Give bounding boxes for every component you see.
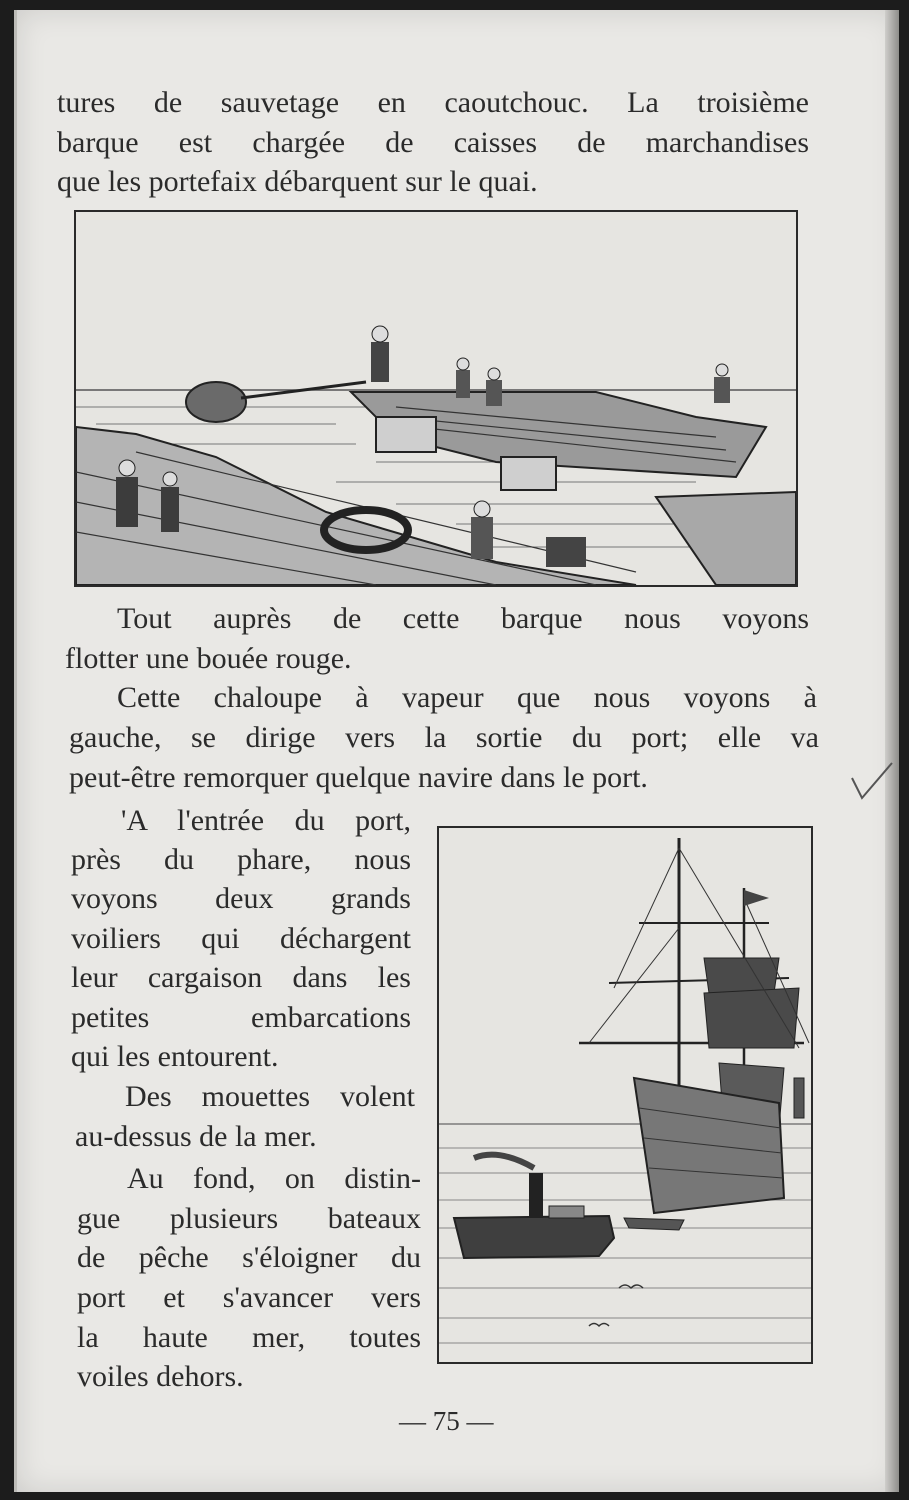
text-line: Tout auprès de cette barque nous voyons <box>117 602 809 635</box>
text-line: Au fond, on distin- <box>127 1162 421 1195</box>
page-number: — 75 — <box>399 1406 494 1436</box>
text-line: petites embarcations <box>71 1001 411 1034</box>
text-line: la haute mer, toutes <box>77 1321 421 1354</box>
text-line: que les portefaix débarquent sur le quai. <box>57 165 538 198</box>
text-line: près du phare, nous <box>71 843 411 876</box>
sailing-ship-illustration <box>437 826 813 1364</box>
text-line: de pêche s'éloigner du <box>77 1241 421 1274</box>
text-line: gue plusieurs bateaux <box>77 1202 421 1235</box>
text-line: flotter une bouée rouge. <box>65 642 352 675</box>
text-line: voyons deux grands <box>71 882 411 915</box>
pencil-checkmark-icon <box>847 758 897 808</box>
text-line: tures de sauvetage en caoutchouc. La troisième <box>57 86 809 119</box>
text-line: voiliers qui déchargent <box>71 922 411 955</box>
text-line: voiles dehors. <box>77 1360 244 1393</box>
text-line: port et s'avancer vers <box>77 1281 421 1314</box>
harbor-boats-illustration <box>74 210 798 587</box>
text-line: qui les entourent. <box>71 1040 279 1073</box>
text-line: gauche, se dirige vers la sortie du port; elle va <box>69 721 819 754</box>
text-line: barque est chargée de caisses de marchandises <box>57 126 809 159</box>
book-page <box>14 10 899 1492</box>
text-line: peut-être remorquer quelque navire dans le port. <box>69 761 648 794</box>
text-line: leur cargaison dans les <box>71 961 411 994</box>
text-line: 'A l'entrée du port, <box>121 804 411 837</box>
text-line: Cette chaloupe à vapeur que nous voyons à <box>117 681 817 714</box>
page-edge <box>885 10 899 1492</box>
text-line: Des mouettes volent <box>125 1080 415 1113</box>
text-line: au-dessus de la mer. <box>75 1120 317 1153</box>
